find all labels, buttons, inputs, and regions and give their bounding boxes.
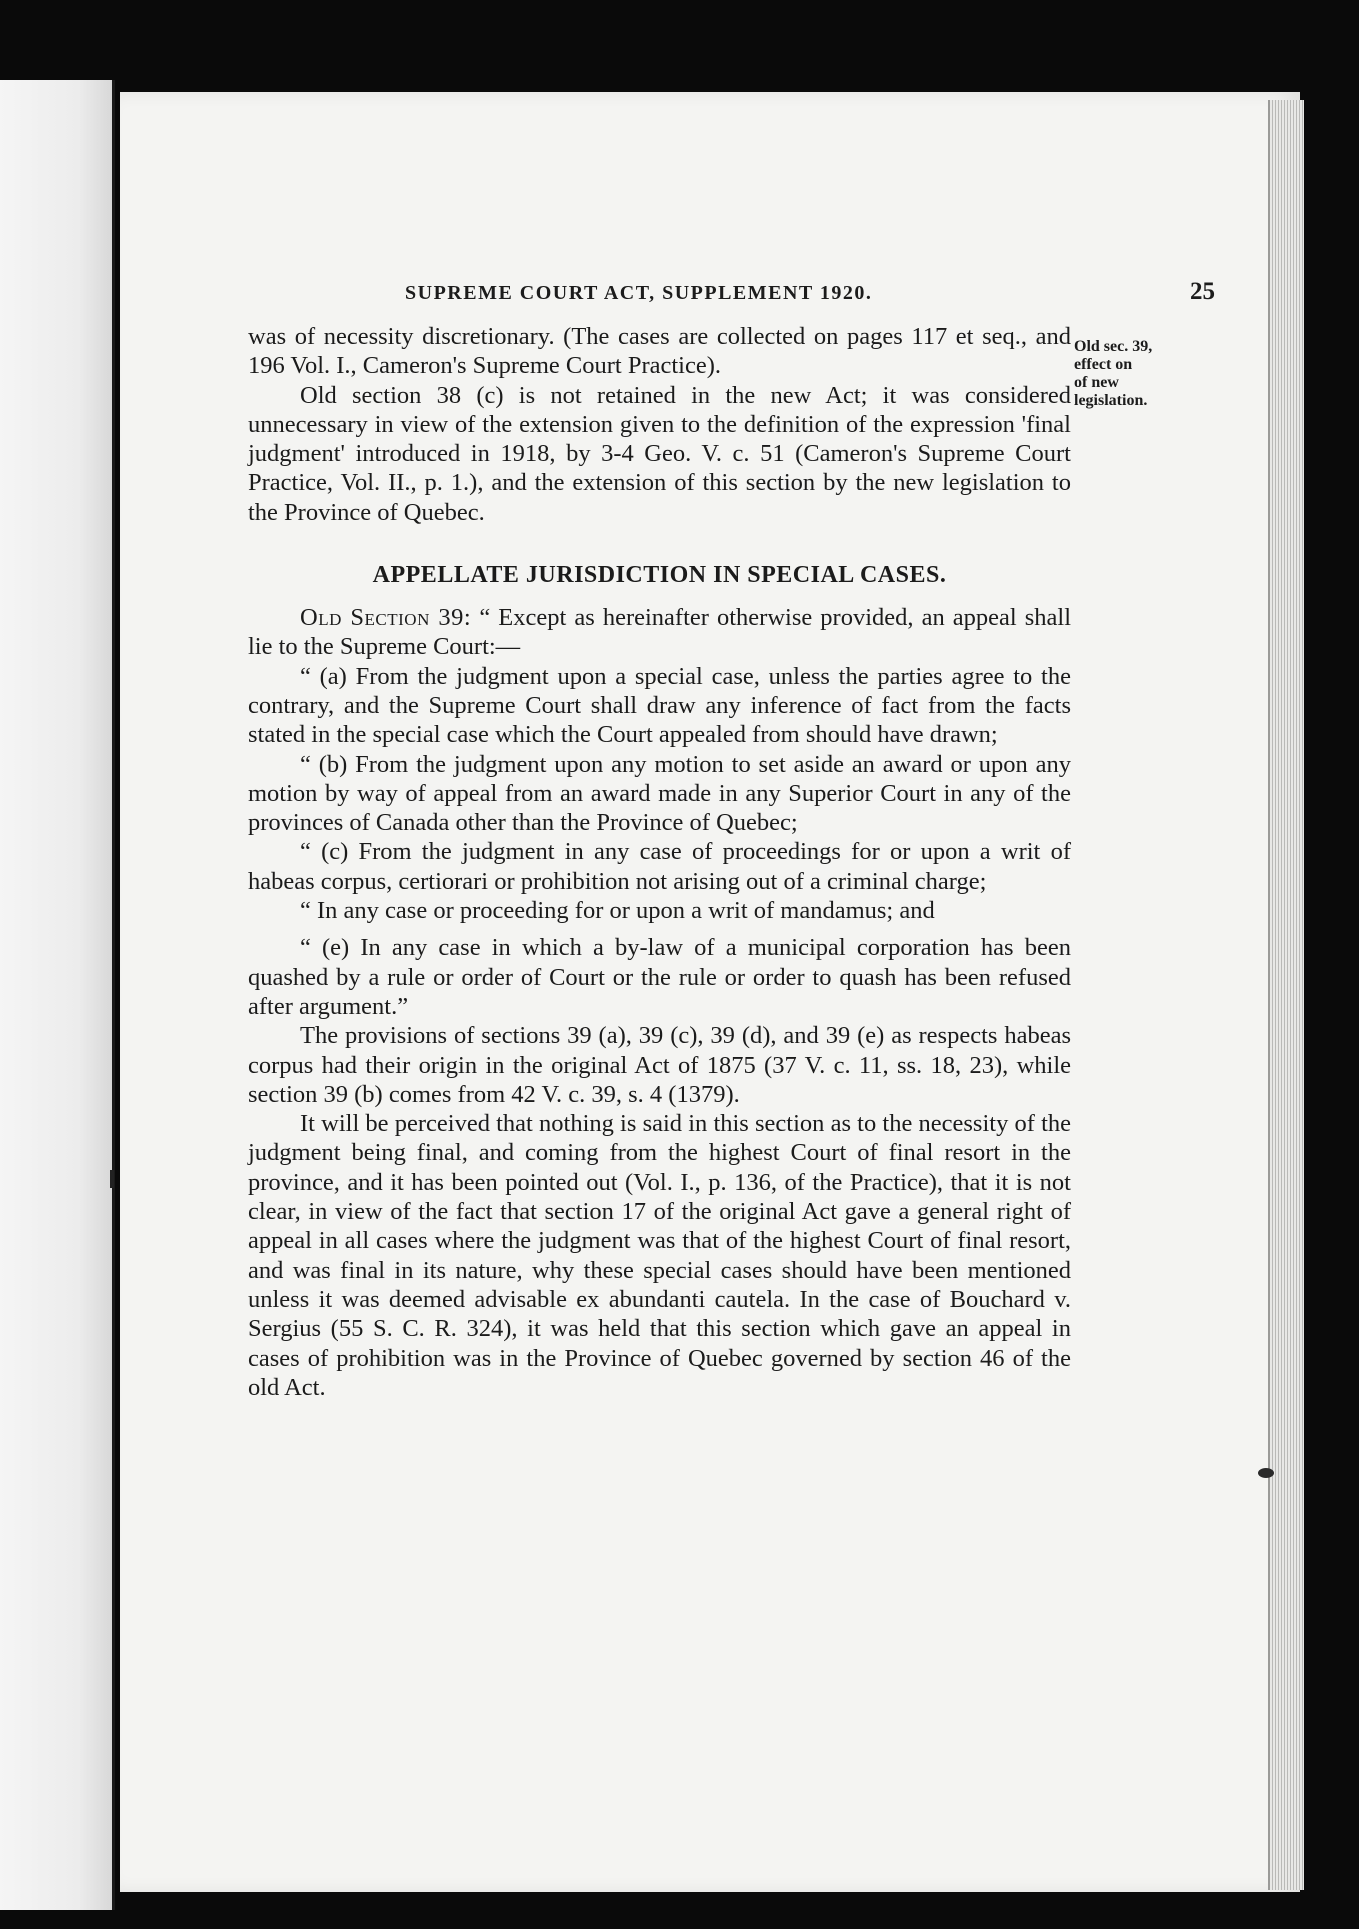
binding-clip — [1258, 1468, 1274, 1478]
page-fore-edge — [1268, 100, 1304, 1890]
clause-d: “ In any case or proceeding for or upon a writ of mandamus; and — [300, 897, 935, 925]
margin-note-line: of new — [1074, 374, 1119, 391]
facing-page-edge — [0, 80, 115, 1910]
old-section-intro — [248, 603, 1071, 662]
page-number: 25 — [1190, 278, 1215, 305]
old-section-intro-text: “ Except as hereinafter otherwise provided, an appeal shall lie to the Supreme Court:— — [248, 604, 1072, 661]
body-paragraph-2: It will be perceived that nothing is said in this section as to the necessity of the judgment being final, and coming from the highest Court of final resort in the province, and it has been pointed out (Vol. I., p. 136, of the Practice), that it is not clear, in view of the fact that section 17 of the original Act gave a general right of appeal in all cases where the judgment was that of the highest Court of final resort, and was final in its nature, why these special cases should have been mentioned unless it was deemed advisable ex abundanti cautela. In the case of Bouchard v. Sergius (55 S. C. R. 324), it was held that this section which gave an appeal in cases of prohibition was in the Province of Quebec governed by section 46 of the old Act. — [248, 1110, 1071, 1401]
margin-note-line: effect on — [1074, 356, 1133, 373]
margin-note — [1074, 338, 1204, 410]
body-paragraph-1: The provisions of sections 39 (a), 39 (c), 39 (d), and 39 (e) as respects habeas corpus had their origin in the original Act of 1875 (37 V. c. 11, ss. 18, 23), while section 39 (b) comes from 42 V. c. 39, s. 4 (1379). — [248, 1022, 1071, 1108]
running-head: SUPREME COURT ACT, SUPPLEMENT 1920. — [405, 282, 873, 304]
intro-paragraph-1: was of necessity discretionary. (The cases are collected on pages 117 et seq., and 196 Vol. I., Cameron's Supreme Court Practice). — [248, 323, 1071, 380]
margin-note-line: Old sec. 39, — [1074, 338, 1153, 355]
intro-paragraph-2: Old section 38 (c) is not retained in the new Act; it was considered unnecessary in view of the extension given to the definition of the expression 'final judgment' introduced in 1918, by 3-4 Geo. V. c. 51 (Cameron's Supreme Court Practice, Vol. II., p. 1.), and the extension of this section by the new legislation to the Province of Quebec. — [248, 381, 1071, 526]
page-mark — [110, 1170, 114, 1188]
section-heading: APPELLATE JURISDICTION IN SPECIAL CASES. — [372, 562, 947, 589]
clause-e: “ (e) In any case in which a by-law of a municipal corporation has been quashed by a rule or order of Court or the rule or order to quash has been refused after argument.” — [248, 934, 1071, 1020]
clause-c: “ (c) From the judgment in any case of proceedings for or upon a writ of habeas corpus, certiorari or prohibition not arising out of a criminal charge; — [248, 838, 1071, 895]
old-section-label: Old Section 39: — [300, 604, 472, 632]
text-column — [248, 322, 1071, 1402]
clause-b: “ (b) From the judgment upon any motion to set aside an award or upon any motion by way of appeal from an award made in any Superior Court in any of the provinces of Canada other than the Province of Quebec; — [248, 750, 1071, 837]
clause-a: “ (a) From the judgment upon a special case, unless the parties agree to the contrary, and the Supreme Court shall draw any inference of fact from the facts stated in the special case which the Court appealed from should have drawn; — [248, 662, 1071, 749]
margin-note-line: legislation. — [1074, 392, 1148, 409]
page-header — [0, 278, 1359, 312]
